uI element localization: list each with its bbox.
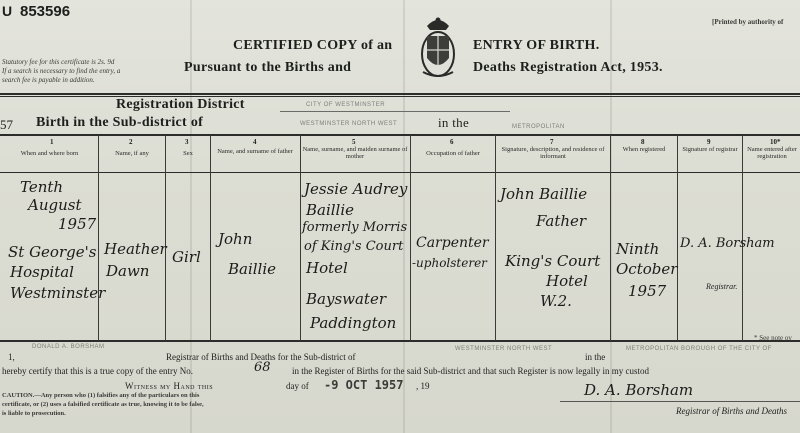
fee-note-line-2: If a search is necessary to find the entry, a — [2, 67, 121, 75]
entry-mother: of King's Court — [304, 239, 404, 254]
certifier-signature: D. A. Borsham — [584, 381, 694, 399]
column-header-name: Name, if any — [115, 150, 149, 157]
county-stamp: METROPOLITAN BOROUGH OF THE CITY OF — [626, 346, 772, 352]
entry-mother: formerly Morris — [302, 220, 408, 235]
witness-label: Witness my Hand this — [125, 381, 214, 391]
entry-father: John — [218, 230, 253, 248]
date-stamp: -9 OCT 1957 — [324, 378, 404, 392]
entry-name: Heather — [104, 240, 167, 258]
entry-registrar-signature: D. A. Borsham — [680, 236, 775, 251]
column-number: 10* — [770, 138, 781, 146]
entry-mother: Bayswater — [306, 290, 386, 308]
title-line-2-right: Deaths Registration Act, 1953. — [473, 60, 663, 75]
rule — [280, 111, 510, 112]
certifier-title: Registrar of Births and Deaths — [676, 406, 788, 416]
fee-note-line-1: Statutory fee for this certificate is 2s. 9d — [2, 58, 115, 66]
royal-crest-icon — [415, 14, 461, 78]
entry-when-registered: October — [616, 260, 678, 278]
day-of-label: day of — [286, 381, 309, 391]
certification-line-2b: in the Register of Births for the said Sub-district and that such Register is now legally in my custod — [292, 366, 649, 376]
entry-when-where: St George's — [8, 243, 97, 261]
serial-prefix: U — [2, 3, 13, 19]
entry-name: Dawn — [106, 262, 150, 280]
entry-informant: John Baillie — [500, 185, 588, 203]
entry-informant: Father — [536, 212, 587, 230]
see-note: * See note ov — [754, 334, 792, 342]
entry-mother: Paddington — [310, 314, 397, 332]
certification-number: 1, — [8, 352, 15, 362]
entry-sex: Girl — [172, 248, 201, 266]
title-line-1-right: ENTRY OF BIRTH. — [473, 38, 600, 53]
certification-entry-number: 68 — [254, 360, 271, 375]
caution-line-3: is liable to prosecution. — [2, 410, 66, 417]
fee-note-line-3: search fee is payable in addition. — [2, 76, 95, 84]
column-header-registrar: Signature of registrar — [682, 146, 738, 153]
column-divider — [300, 135, 301, 341]
title-line-1-left: CERTIFIED COPY of an — [233, 38, 393, 53]
entry-mother: Hotel — [306, 259, 348, 277]
column-header-name-after: Name entered after registration — [747, 146, 797, 161]
column-header-when-registered: When registered — [622, 146, 666, 153]
entry-informant: Hotel — [546, 272, 588, 290]
serial-number: 853596 — [20, 3, 71, 20]
column-divider — [677, 135, 678, 341]
column-number: 8 — [641, 138, 645, 146]
column-number: 7 — [550, 138, 554, 146]
column-number: 6 — [450, 138, 454, 146]
table-top-rule — [0, 134, 800, 136]
column-header-when-where: When and where born — [20, 150, 79, 157]
caution-line-1: CAUTION.—Any person who (1) falsifies any of the particulars on this — [2, 392, 200, 399]
registration-district-value: CITY OF WESTMINSTER — [306, 102, 386, 108]
entry-occupation: Carpenter — [416, 235, 489, 251]
signature-rule — [560, 401, 800, 402]
title-line-2-left: Pursuant to the Births and — [184, 60, 352, 75]
column-divider — [610, 135, 611, 341]
column-number: 2 — [129, 138, 133, 146]
column-header-father: Name, and surname of father — [217, 148, 293, 155]
certification-in-the: in the — [585, 352, 606, 362]
registration-district-label: Registration District — [116, 97, 245, 112]
column-number: 9 — [707, 138, 711, 146]
entry-occupation: -upholsterer — [412, 256, 487, 270]
column-divider — [495, 135, 496, 341]
column-header-mother: Name, surname, and maiden surname of mother — [302, 146, 408, 161]
registrar-name-stamp: DONALD A. BORSHAM — [32, 344, 105, 350]
sub-district-label: Birth in the Sub-district of — [36, 115, 204, 130]
entry-when-where: Hospital — [10, 263, 74, 281]
certification-line-2a: hereby certify that this is a true copy of the entry No. — [2, 366, 193, 376]
column-header-informant: Signature, description, and residence of informant — [501, 146, 605, 161]
entry-informant: King's Court — [505, 252, 601, 270]
entry-when-where: 1957 — [58, 215, 97, 233]
entry-informant: W.2. — [540, 292, 572, 310]
column-number: 3 — [185, 138, 189, 146]
table-bottom-rule — [0, 340, 800, 342]
column-divider — [410, 135, 411, 341]
entry-when-registered: 1957 — [628, 282, 667, 300]
entry-when-where: August — [28, 196, 82, 214]
entry-mother: Baillie — [306, 201, 355, 219]
entry-mother: Jessie Audrey — [304, 180, 408, 198]
column-divider — [98, 135, 99, 341]
column-number: 5 — [352, 138, 356, 146]
column-number: 4 — [253, 138, 257, 146]
column-divider — [165, 135, 166, 341]
entry-when-where: Westminster — [10, 284, 106, 302]
certification-line-1: Registrar of Births and Deaths for the Sub-district of — [166, 352, 356, 362]
subdistrict-stamp: WESTMINSTER NORTH WEST — [455, 346, 553, 352]
certification-comma-19: , 19 — [416, 381, 430, 391]
entry-father: Baillie — [228, 260, 277, 278]
column-number: 1 — [50, 138, 54, 146]
entry-when-where: Tenth — [20, 178, 64, 196]
entry-when-registered: Ninth — [616, 240, 660, 258]
column-header-sex: Sex — [183, 150, 193, 157]
sub-district-value: WESTMINSTER NORTH WEST — [300, 121, 398, 127]
printed-by: [Printed by authority of — [712, 18, 784, 26]
rule — [0, 93, 800, 95]
table-header-rule — [0, 172, 800, 173]
column-header-occupation: Occupation of father — [426, 150, 480, 157]
caution-line-2: certificate, or (2) uses a falsified certificate as true, knowing it to be false, — [2, 401, 204, 408]
sub-district-county: METROPOLITAN — [512, 124, 565, 130]
sub-district-year: 57 — [0, 117, 13, 132]
sub-district-in-the: in the — [438, 115, 470, 130]
column-divider — [210, 135, 211, 341]
entry-registrar-title: Registrar. — [706, 282, 738, 291]
